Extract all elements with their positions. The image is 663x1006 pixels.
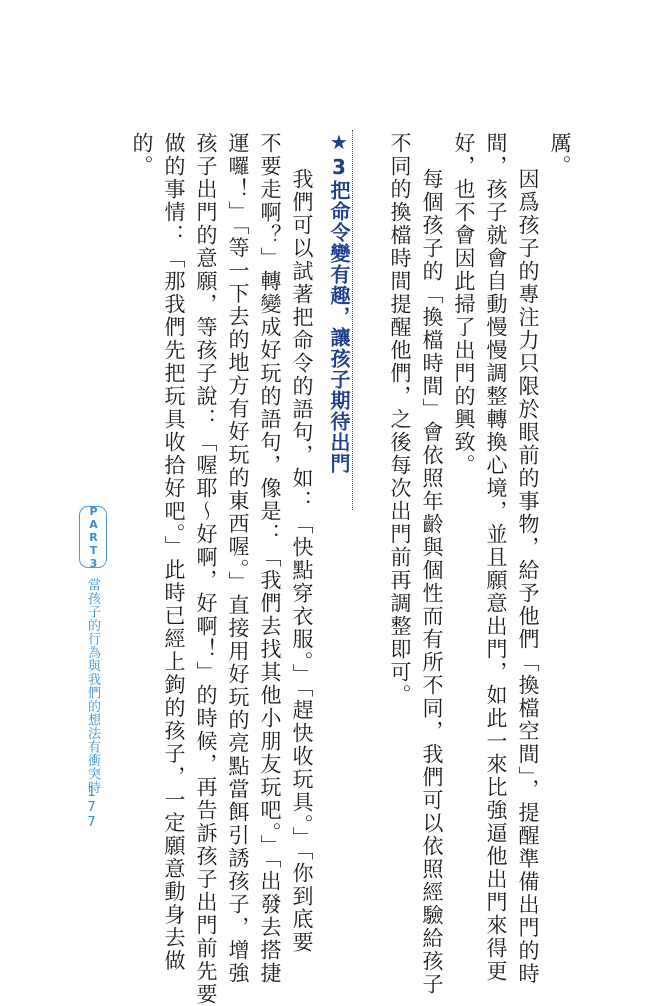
- text-column-4: 好，也不會因此掃了出門的興致。: [452, 132, 476, 477]
- text-column-12: 的。: [130, 132, 154, 178]
- text-column-3: 間，孩子就會自動慢慢調整轉換心境，並且願意出門，如此一來比強逼他出門來得更: [484, 132, 508, 983]
- section-header: [324, 130, 354, 485]
- chapter-title: 當孩子的行為與我們的想法有衝突時: [85, 578, 100, 794]
- text-column-10: 孩子出門的意願，等孩子說：「喔耶～好啊，好啊！」的時候，再告訴孩子出門前先要: [194, 132, 218, 1006]
- text-column-1: 厲。: [548, 132, 572, 178]
- section-marker: ★3: [327, 130, 351, 180]
- text-column-6: 不同的換檔時間提醒他們，之後每次出門前再調整即可。: [388, 132, 412, 707]
- section-title: 把命令變有趣，讓孩子期待出門: [327, 180, 351, 474]
- text-column-9: 運囉！」「等一下去的地方有好玩的東西喔。」直接用好玩的亮點當餌引誘孩子，增強: [226, 132, 250, 985]
- text-column-2: 因爲孩子的專注力只限於眼前的事物，給予他們「換檔空間」，提醒準備出門的時: [516, 168, 540, 986]
- page-number: 177: [84, 785, 99, 830]
- text-column-7: 我們可以試著把命令的語句，如：「快點穿衣服。」「趕快收玩具。」「你到底要: [290, 168, 314, 954]
- text-column-11: 做的事情：「那我們先把玩具收拾好吧。」此時已經上鉤的孩子，一定願意動身去做: [162, 132, 186, 973]
- part-label: PART3: [87, 504, 100, 570]
- text-column-5: 每個孩子的「換檔時間」會依照年齡與個性而有所不同，我們可以依照經驗給孩子: [420, 168, 444, 996]
- text-column-8: 不要走啊？」轉變成好玩的語句，像是：「我們去找其他小朋友玩吧。」「出發去搭捷: [258, 132, 282, 985]
- part-tab: [79, 506, 107, 568]
